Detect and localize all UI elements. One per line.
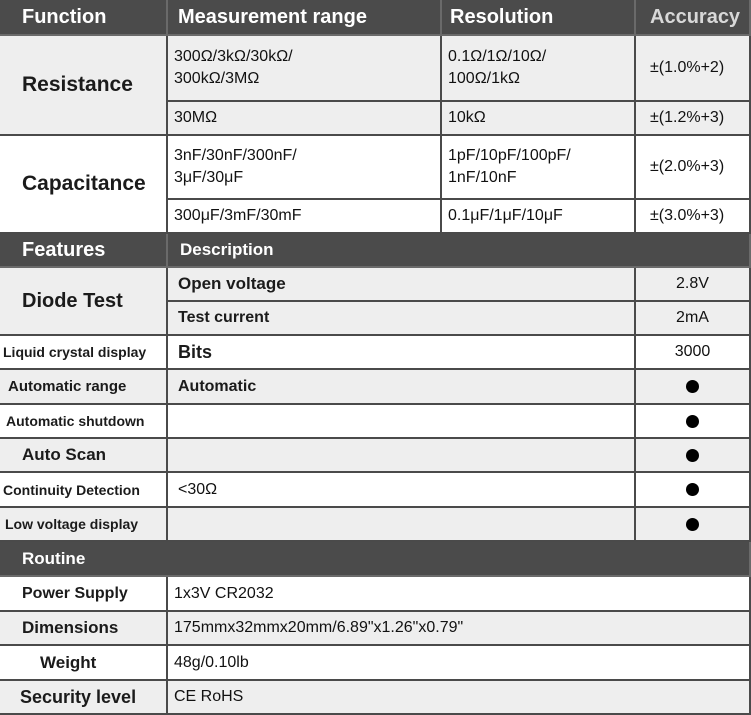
resistance-range-2: 30MΩ — [168, 102, 442, 136]
auto-shutdown-desc — [168, 405, 636, 439]
resistance-range-1: 300Ω/3kΩ/30kΩ/ 300kΩ/3MΩ — [168, 36, 442, 102]
auto-range-desc: Automatic — [168, 370, 636, 405]
security-level-value: CE RoHS — [168, 681, 751, 715]
header-routine: Routine — [0, 542, 751, 577]
dimensions-label: Dimensions — [0, 612, 168, 646]
header-function: Function — [0, 0, 168, 36]
auto-scan-desc — [168, 439, 636, 473]
header-description: Description — [168, 234, 751, 268]
capacitance-accuracy-2: ±(3.0%+3) — [636, 200, 751, 234]
continuity-check — [636, 473, 751, 508]
dimensions-value: 175mmx32mmx20mm/6.89"x1.26"x0.79" — [168, 612, 751, 646]
diode-open-voltage-value: 2.8V — [636, 268, 751, 302]
diode-open-voltage-label: Open voltage — [168, 268, 636, 302]
resistance-label: Resistance — [0, 36, 168, 136]
power-supply-value: 1x3V CR2032 — [168, 577, 751, 612]
auto-shutdown-check — [636, 405, 751, 439]
header-resolution: Resolution — [442, 0, 636, 36]
header-accuracy: Accuracy — [636, 0, 751, 36]
lcd-value: 3000 — [636, 336, 751, 370]
resistance-accuracy-1: ±(1.0%+2) — [636, 36, 751, 102]
resistance-resolution-1: 0.1Ω/1Ω/10Ω/ 100Ω/1kΩ — [442, 36, 636, 102]
low-voltage-desc — [168, 508, 636, 542]
diode-test-current-value: 2mA — [636, 302, 751, 336]
auto-scan-label: Auto Scan — [0, 439, 168, 473]
supported-dot-icon — [686, 449, 699, 462]
capacitance-label: Capacitance — [0, 136, 168, 234]
power-supply-label: Power Supply — [0, 577, 168, 612]
weight-label: Weight — [0, 646, 168, 681]
resistance-accuracy-2: ±(1.2%+3) — [636, 102, 751, 136]
security-level-label: Security level — [0, 681, 168, 715]
capacitance-range-1: 3nF/30nF/300nF/ 3μF/30μF — [168, 136, 442, 200]
low-voltage-check — [636, 508, 751, 542]
weight-value: 48g/0.10lb — [168, 646, 751, 681]
capacitance-range-2: 300μF/3mF/30mF — [168, 200, 442, 234]
auto-scan-check — [636, 439, 751, 473]
auto-range-label: Automatic range — [0, 370, 168, 405]
supported-dot-icon — [686, 415, 699, 428]
auto-range-check — [636, 370, 751, 405]
supported-dot-icon — [686, 483, 699, 496]
lcd-label: Liquid crystal display — [0, 336, 168, 370]
supported-dot-icon — [686, 518, 699, 531]
resistance-resolution-2: 10kΩ — [442, 102, 636, 136]
diode-test-label: Diode Test — [0, 268, 168, 336]
diode-test-current-label: Test current — [168, 302, 636, 336]
header-features: Features — [0, 234, 168, 268]
low-voltage-label: Low voltage display — [0, 508, 168, 542]
continuity-label: Continuity Detection — [0, 473, 168, 508]
continuity-desc: <30Ω — [168, 473, 636, 508]
lcd-bits-label: Bits — [168, 336, 636, 370]
capacitance-resolution-2: 0.1μF/1μF/10μF — [442, 200, 636, 234]
supported-dot-icon — [686, 380, 699, 393]
auto-shutdown-label: Automatic shutdown — [0, 405, 168, 439]
header-measurement-range: Measurement range — [168, 0, 442, 36]
capacitance-accuracy-1: ±(2.0%+3) — [636, 136, 751, 200]
capacitance-resolution-1: 1pF/10pF/100pF/ 1nF/10nF — [442, 136, 636, 200]
